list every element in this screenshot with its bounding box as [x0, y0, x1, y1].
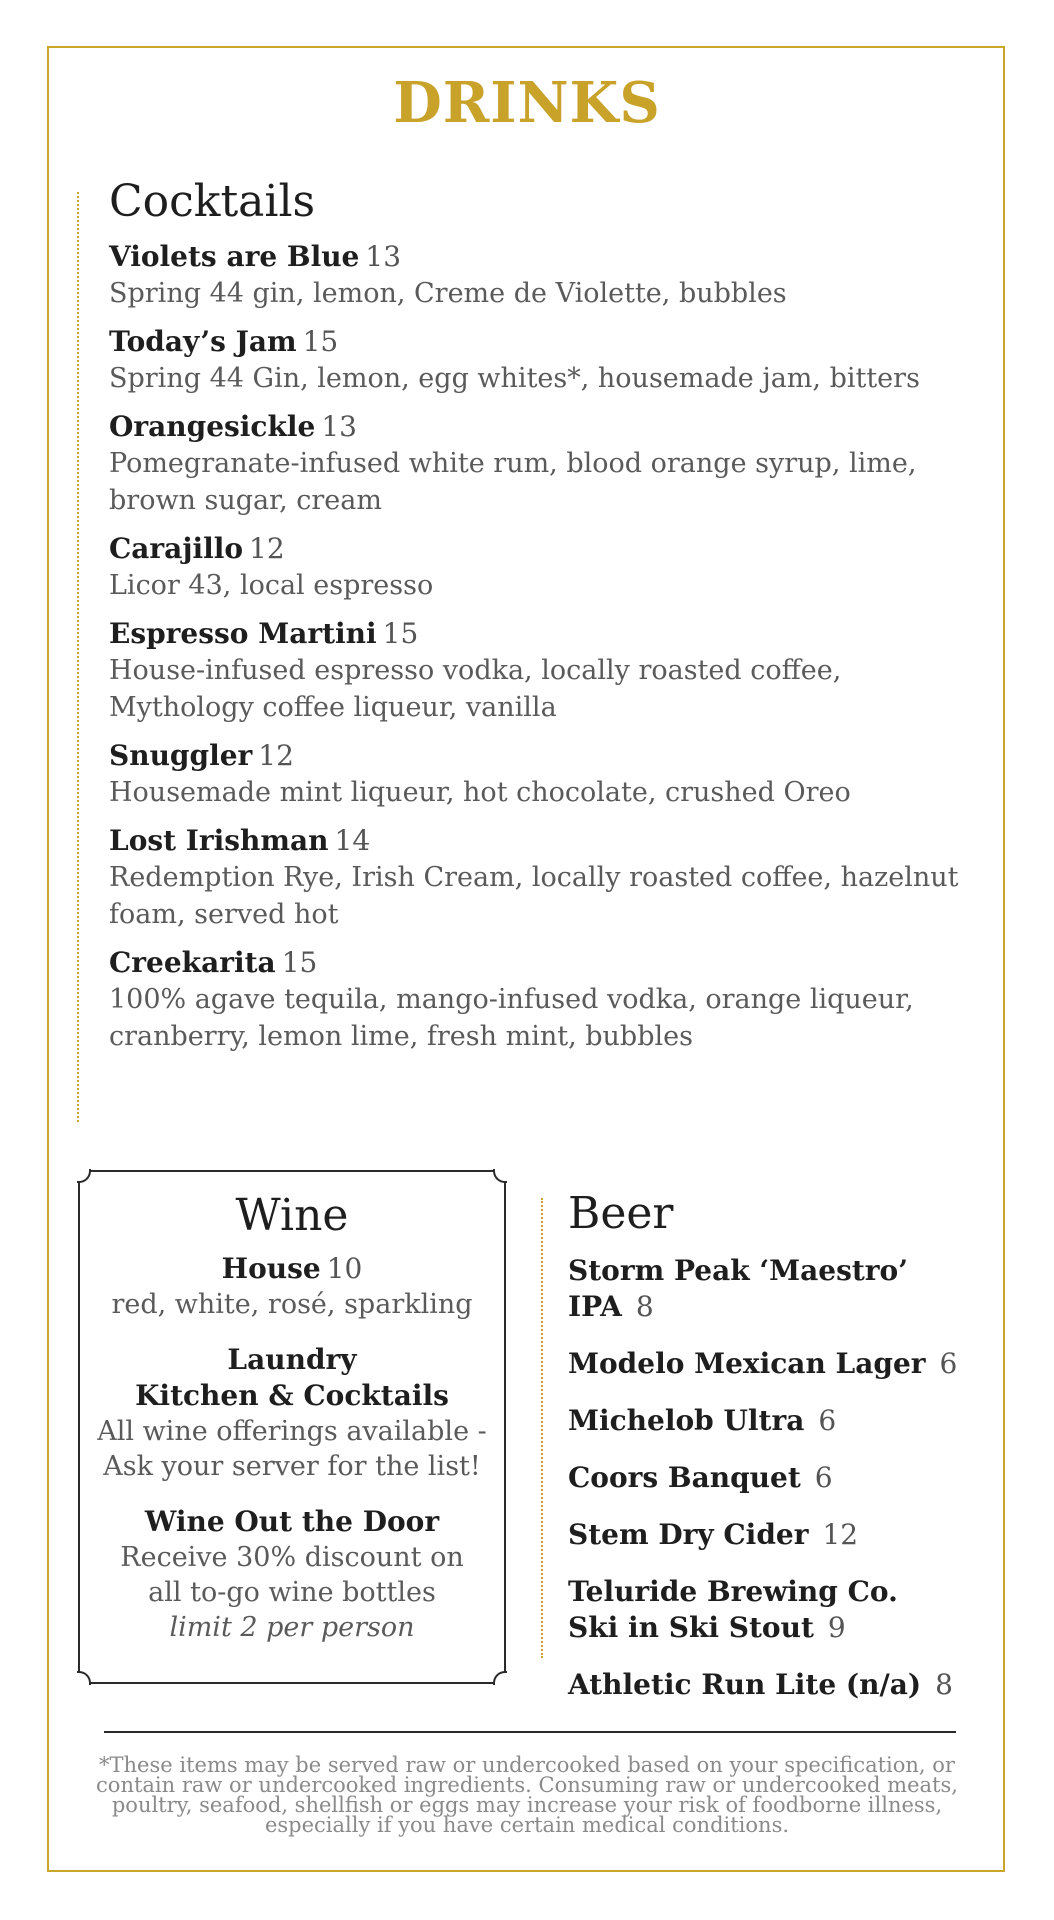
beer-item: [568, 1667, 998, 1703]
beer-price: 6: [939, 1347, 958, 1380]
cocktail-price: 13: [321, 410, 357, 443]
beer-price: 6: [814, 1461, 833, 1494]
beer-name: Teluride Brewing Co.: [568, 1575, 898, 1608]
cocktail-item: [109, 531, 969, 604]
cocktail-description: 100% agave tequila, mango-infused vodka, orange liqueur, cranberry, lemon lime, fresh mint, bubbles: [109, 984, 914, 1052]
beer-price: 8: [935, 1668, 953, 1701]
beer-name: Michelob Ultra: [568, 1404, 805, 1437]
cocktail-item: [109, 945, 969, 1055]
beer-divider: [541, 1198, 543, 1658]
wine-description: All wine offerings available -: [97, 1416, 487, 1447]
beer-item: [568, 1574, 998, 1646]
beer-item: [568, 1403, 998, 1439]
cocktail-name: Snuggler: [109, 739, 253, 772]
wine-section: [78, 1170, 506, 1684]
cocktail-item: [109, 616, 969, 726]
cocktail-item: [109, 823, 969, 933]
cocktail-name: Violets are Blue: [109, 240, 360, 273]
wine-name: Wine Out the Door: [144, 1505, 440, 1538]
cocktail-description: House-infused espresso vodka, locally roasted coffee, Mythology coffee liqueur, vanilla: [109, 655, 842, 723]
wine-heading: Wine: [235, 1190, 349, 1241]
wine-description: red, white, rosé, sparkling: [111, 1289, 473, 1320]
beer-section: [568, 1188, 998, 1724]
wine-price: 10: [326, 1252, 363, 1285]
cocktail-description: Housemade mint liqueur, hot chocolate, crushed Oreo: [109, 777, 851, 808]
wine-name: Kitchen & Cocktails: [135, 1379, 449, 1412]
wine-description: all to-go wine bottles: [148, 1577, 436, 1608]
cocktail-description: Spring 44 gin, lemon, Creme de Violette, bubbles: [109, 278, 787, 309]
beer-item: [568, 1460, 998, 1496]
wine-description: Ask your server for the list!: [103, 1451, 481, 1482]
wine-item-out-the-door: [80, 1504, 504, 1645]
beer-name: Modelo Mexican Lager: [568, 1347, 926, 1380]
cocktail-price: 12: [258, 739, 294, 772]
cocktail-price: 13: [365, 240, 402, 273]
wine-limit-note: limit 2 per person: [169, 1612, 415, 1643]
page-title: DRINKS: [393, 70, 661, 136]
beer-price: 12: [822, 1518, 859, 1551]
wine-item-house: [80, 1251, 504, 1322]
cocktail-name: Creekarita: [109, 946, 276, 979]
beer-price: 9: [827, 1611, 846, 1644]
cocktail-price: 15: [281, 946, 318, 979]
cocktail-description: Spring 44 Gin, lemon, egg whites*, housemade jam, bitters: [109, 363, 920, 394]
cocktail-name: Lost Irishman: [109, 824, 329, 857]
cocktail-item: [109, 409, 969, 519]
wine-description: Receive 30% discount on: [120, 1542, 464, 1573]
cocktail-name: Today’s Jam: [109, 325, 297, 358]
beer-price: 8: [635, 1290, 654, 1323]
cocktail-item: [109, 738, 969, 811]
cocktail-price: 15: [302, 325, 339, 358]
wine-name: House: [221, 1252, 321, 1285]
footer-divider: [104, 1731, 956, 1733]
beer-heading: Beer: [568, 1188, 674, 1239]
wine-item-laundry: [80, 1342, 504, 1484]
beer-price: 6: [818, 1404, 837, 1437]
cocktail-name: Carajillo: [109, 532, 244, 565]
beer-item: [568, 1346, 998, 1382]
corner-notch: [77, 1671, 91, 1685]
beer-name: Athletic Run Lite (n/a): [568, 1668, 922, 1701]
cocktails-section: [109, 176, 969, 1067]
cocktail-item: [109, 324, 969, 397]
cocktail-description: Redemption Rye, Irish Cream, locally roasted coffee, hazelnut foam, served hot: [109, 862, 959, 930]
cocktail-price: 15: [382, 617, 419, 650]
beer-item: [568, 1253, 998, 1325]
beer-item: [568, 1517, 998, 1553]
cocktails-heading: Cocktails: [109, 176, 316, 227]
cocktail-price: 12: [249, 532, 285, 565]
cocktail-description: Pomegranate-infused white rum, blood orange syrup, lime, brown sugar, cream: [109, 448, 917, 516]
beer-name: Storm Peak ‘Maestro’ IPA: [568, 1254, 908, 1323]
raw-food-disclaimer: *These items may be served raw or undercooked based on your specification, or contain raw or undercooked ingredients. Consuming raw or undercooked meats, poultry, seafood, shellfish or eggs may increase your risk of foodborne illness, especially if you have certain medical conditions.: [96, 1753, 958, 1837]
corner-notch: [493, 1671, 507, 1685]
cocktail-description: Licor 43, local espresso: [109, 570, 434, 601]
beer-name: Stem Dry Cider: [568, 1518, 809, 1551]
beer-name: Coors Banquet: [568, 1461, 801, 1494]
cocktail-price: 14: [334, 824, 371, 857]
cocktail-name: Espresso Martini: [109, 617, 377, 650]
wine-name: Laundry: [227, 1343, 357, 1376]
cocktail-name: Orangesickle: [109, 410, 316, 443]
beer-name: Ski in Ski Stout: [568, 1611, 814, 1644]
cocktail-item: [109, 239, 969, 312]
cocktails-divider: [77, 192, 79, 1122]
